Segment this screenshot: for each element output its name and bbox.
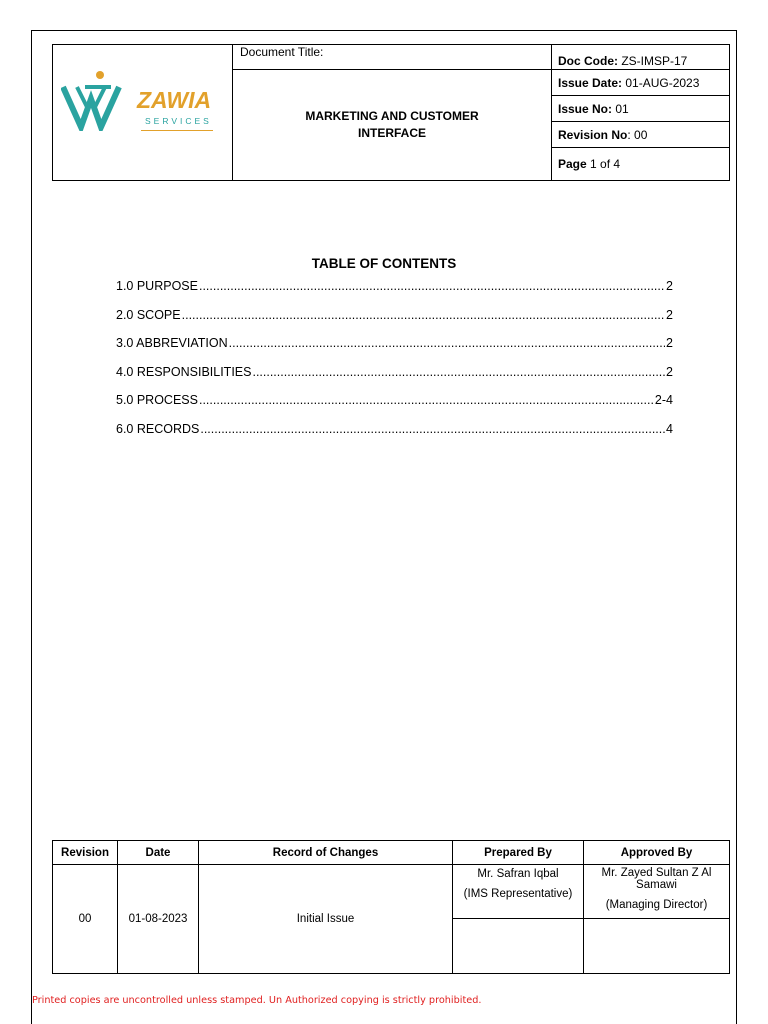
revision-cell: 00	[53, 865, 118, 974]
column-header-prepared-by: Prepared By	[453, 841, 584, 865]
doc-code: Doc Code: ZS-IMSP-17	[552, 45, 730, 70]
logo-subtitle: SERVICES	[145, 116, 212, 126]
toc-item[interactable]	[116, 279, 673, 308]
approved-by-signature-cell	[584, 919, 730, 974]
toc-item[interactable]	[116, 365, 673, 394]
toc-item[interactable]	[116, 308, 673, 337]
logo-wordmark: ZAWIA	[137, 87, 212, 113]
prepared-by-cell	[453, 865, 584, 919]
document-title-label: Document Title:	[233, 45, 552, 70]
page-number: Page 1 of 4	[552, 148, 730, 181]
changes-cell: Initial Issue	[199, 865, 453, 974]
toc-leader-dots	[199, 393, 654, 407]
uncontrolled-copy-notice: Printed copies are uncontrolled unless stamped. Un Authorized copying is strictly prohibited.	[32, 995, 482, 1006]
toc-item-label: 3.0 ABBREVIATION	[116, 336, 228, 350]
prepared-by-name: Mr. Safran Iqbal	[477, 868, 559, 880]
toc-item[interactable]	[116, 393, 673, 422]
toc-item-page: 2	[666, 307, 673, 322]
approved-by-role: (Managing Director)	[605, 899, 708, 911]
toc-item-label: 5.0 PROCESS	[116, 393, 198, 407]
toc-leader-dots	[182, 308, 665, 322]
toc-item-page: 2	[666, 279, 673, 293]
toc-item-page: 2	[666, 364, 673, 379]
toc-item[interactable]	[116, 422, 673, 451]
column-header-changes: Record of Changes	[199, 841, 453, 865]
toc-item-label: 4.0 RESPONSIBILITIES	[116, 364, 252, 379]
logo-cell	[53, 45, 233, 181]
column-header-approved-by: Approved By	[584, 841, 730, 865]
toc-item-page: 2-4	[654, 393, 673, 407]
table-of-contents	[116, 279, 673, 450]
toc-item[interactable]	[116, 336, 673, 365]
toc-title: TABLE OF CONTENTS	[311, 256, 457, 271]
toc-leader-dots	[199, 279, 665, 293]
company-logo	[61, 69, 221, 129]
document-title: MARKETING AND CUSTOMER INTERFACE	[233, 70, 552, 181]
toc-item-label: 1.0 PURPOSE	[116, 279, 198, 293]
toc-item-label: 2.0 SCOPE	[116, 307, 181, 322]
toc-item-label: 6.0 RECORDS	[116, 421, 200, 436]
prepared-by-role: (IMS Representative)	[463, 888, 573, 900]
approved-by-name: Mr. Zayed Sultan Z Al Samawi	[601, 867, 712, 891]
column-header-date: Date	[118, 841, 199, 865]
issue-number: Issue No: 01	[552, 96, 730, 122]
document-header-table	[52, 44, 730, 181]
prepared-by-signature-cell	[453, 919, 584, 974]
toc-item-page: 4	[666, 421, 673, 436]
approved-by-cell	[584, 865, 730, 919]
logo-underline	[141, 130, 213, 131]
issue-date: Issue Date: 01-AUG-2023	[552, 70, 730, 96]
revision-history-table	[52, 840, 730, 974]
revision-number: Revision No: 00	[552, 122, 730, 148]
column-header-revision: Revision	[53, 841, 118, 865]
toc-item-page: 2	[666, 336, 673, 350]
logo-mark-icon	[61, 69, 133, 131]
toc-leader-dots	[252, 365, 665, 379]
date-cell: 01-08-2023	[118, 865, 199, 974]
toc-leader-dots	[229, 336, 665, 350]
toc-leader-dots	[200, 422, 665, 436]
